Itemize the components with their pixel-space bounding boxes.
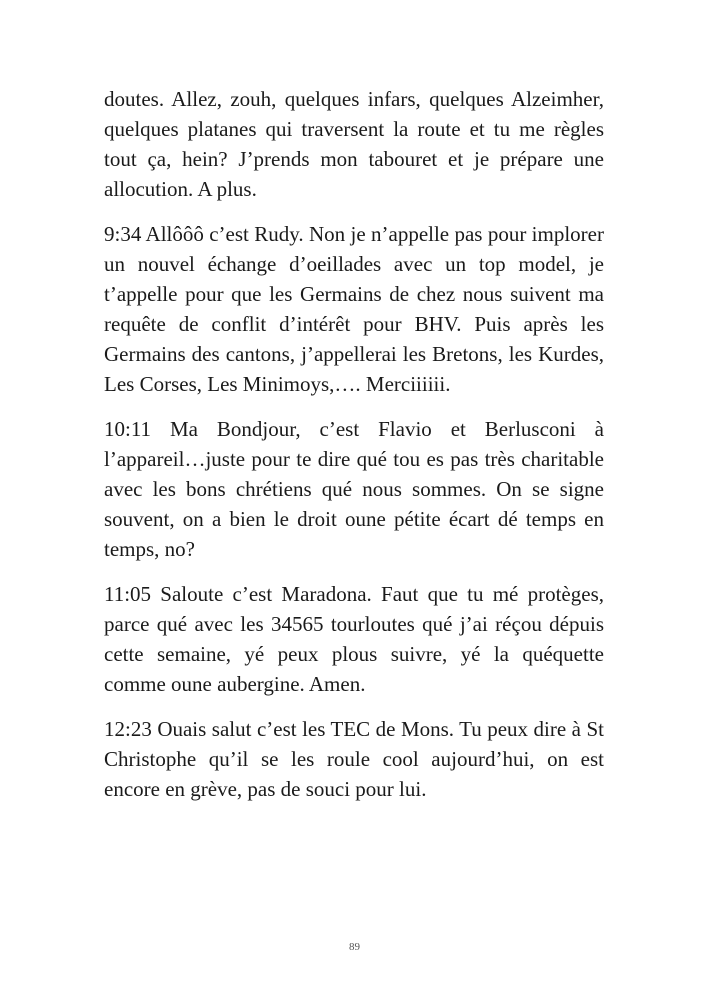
paragraph-maradona: 11:05 Saloute c’est Maradona. Faut que tu mé protèges, parce qué avec les 34565 tourloutes qué j’ai réçou dépuis cette semaine, yé peux plous suivre, yé la quéquette comme oune aubergine. Amen. xyxy=(104,582,604,696)
body-text xyxy=(104,84,604,819)
paragraph-rudy: 9:34 Allôôô c’est Rudy. Non je n’appelle pas pour implorer un nouvel échange d’oeillades avec un top model, je t’appelle pour que les Germains de chez nous suivent ma requête de conflit d’intérêt pour BHV. Puis après les Germains des cantons, j’appellerai les Bretons, les Kurdes, Les Corses, Les Minimoys,…. Merciiiiii. xyxy=(104,222,604,396)
page-number: 89 xyxy=(349,941,360,953)
paragraph-flavio: 10:11 Ma Bondjour, c’est Flavio et Berlusconi à l’appareil…juste pour te dire qué tou es pas très charitable avec les bons chrétiens qué nous sommes. On se signe souvent, on a bien le droit oune pétite écart dé temps en temps, no? xyxy=(104,417,604,561)
paragraph-continuation: doutes. Allez, zouh, quelques infars, quelques Alzeimher, quelques platanes qui traversent la route et tu me règles tout ça, hein? J’prends mon tabouret et je prépare une allocution. A plus. xyxy=(104,87,604,201)
paragraph-tec-mons: 12:23 Ouais salut c’est les TEC de Mons. Tu peux dire à St Christophe qu’il se les roule cool aujourd’hui, on est encore en grève, pas de souci pour lui. xyxy=(104,717,604,801)
